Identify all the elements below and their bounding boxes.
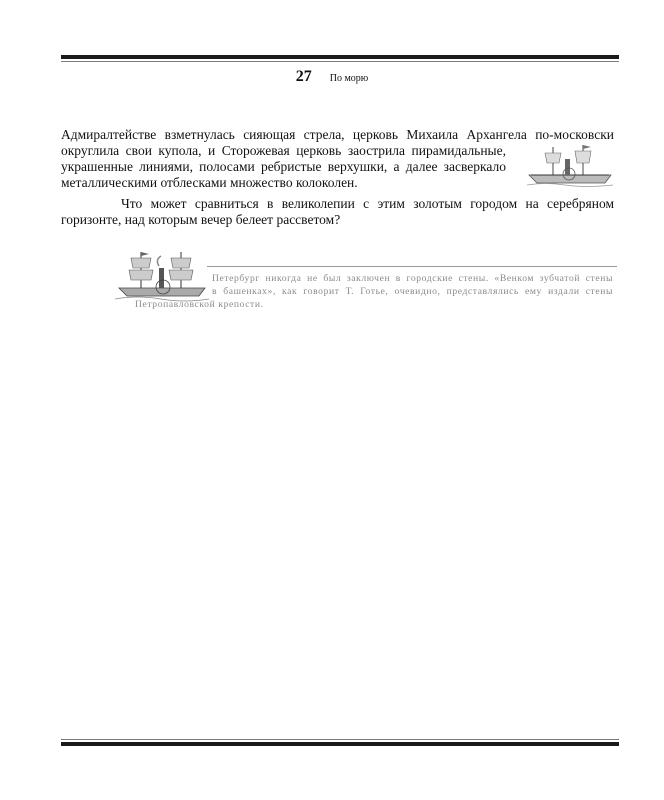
footnote-line: в башенках», как говорит Т. Готье, очевидно, представлялись ему издали стены (212, 286, 613, 297)
footnote-rule (207, 266, 617, 267)
text-line: округлила свои купола, и Сторожевая церковь заострила пирамидальные, (61, 143, 506, 158)
text-line: металлическими отблесками множество колоколен. (61, 175, 358, 190)
footnote (135, 272, 613, 311)
footnote-line: Петербург никогда не был заключен в городские стены. «Венком зубчатой стены (212, 273, 613, 284)
text-line: украшенные линиями, полосами ребристые верхушки, а далее засверкало (61, 159, 506, 174)
page-header (0, 68, 664, 86)
paddle-steamer-icon (525, 141, 617, 187)
text-line: Адмиралтействе взметнулась сияющая стрела, церковь Михаила Архангела по-московски (61, 127, 614, 142)
paragraph-2: Что может сравниться в великолепии с этим золотым городом на серебряном горизонте, над которым вечер белеет рассветом? (61, 196, 614, 227)
page-number: 27 (295, 68, 312, 85)
footnote-line: Петропавловской крепости. (135, 299, 264, 310)
running-title: По морю (329, 73, 369, 84)
bottom-rule (61, 739, 619, 746)
top-rule (61, 55, 619, 62)
